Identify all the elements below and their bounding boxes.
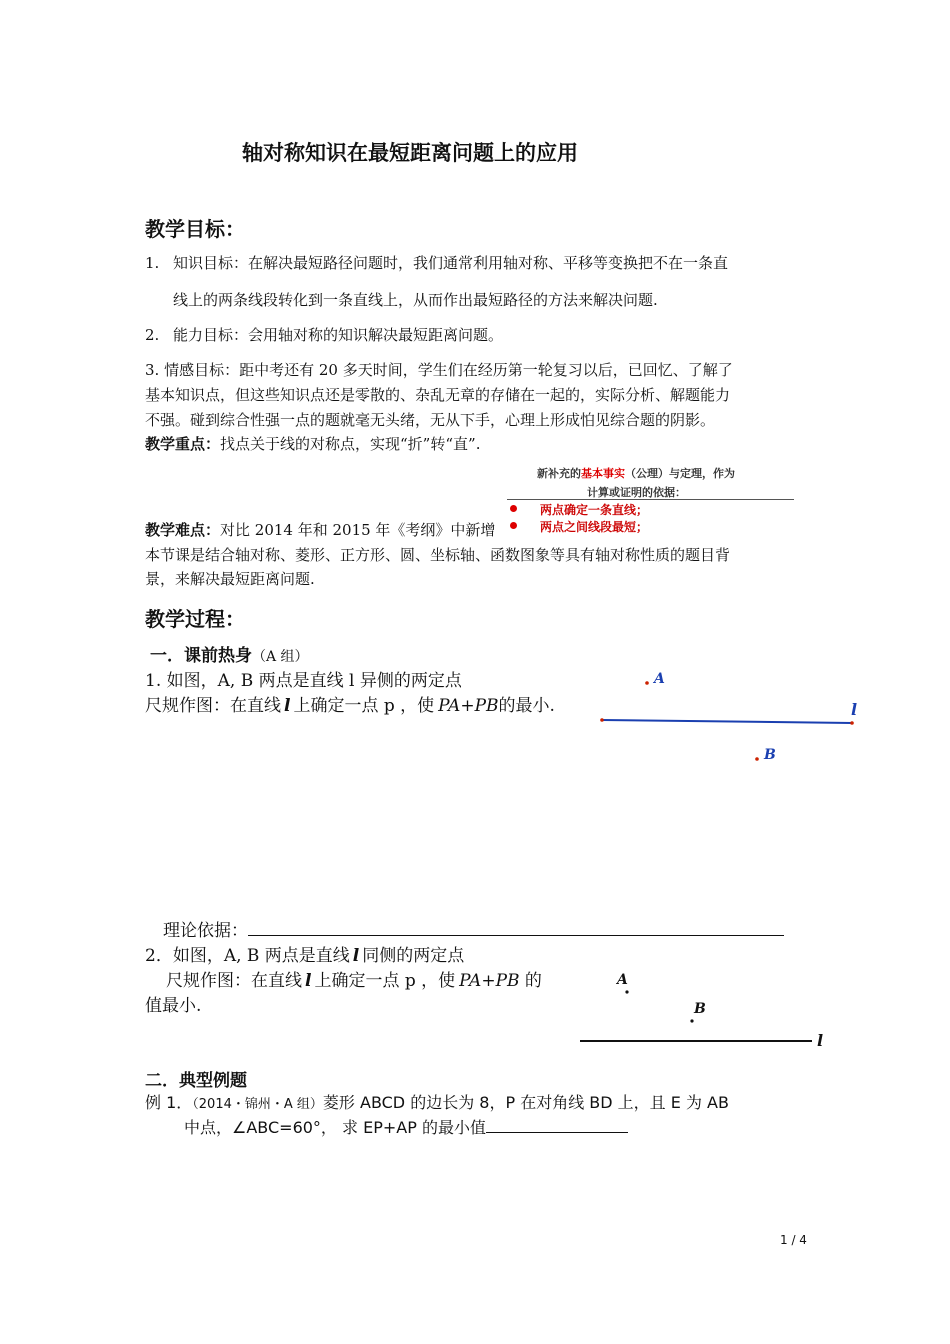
goals-heading: 教学目标： xyxy=(145,217,245,241)
q2-line2-l: l xyxy=(305,971,312,991)
question2-line3: 值最小. xyxy=(145,996,202,1016)
inset-line1-post: （公理）与定理，作为 xyxy=(625,467,735,480)
figure-1 xyxy=(595,665,865,775)
page-number: 1 / 4 xyxy=(780,1233,807,1247)
q2-post: 同侧的两定点 xyxy=(362,946,465,966)
question1-line2 xyxy=(145,691,555,716)
difficulty-line2: 本节课是结合轴对称、菱形、正方形、圆、坐标轴、函数图象等具有轴对称性质的题目背 xyxy=(145,546,731,564)
point-b xyxy=(690,1019,693,1022)
difficulty-text1: 对比 2014 年和 2015 年《考纲》中新增 xyxy=(220,521,496,539)
goal-item-1-line2: 线上的两条线段转化到一条直线上，从而作出最短路径的方法来解决问题. xyxy=(173,291,658,309)
theory-blank[interactable] xyxy=(248,921,784,936)
q2-line2-mid: 上确定一点 p ，使 xyxy=(314,971,456,991)
q2-line2-post: 的 xyxy=(519,971,542,991)
q2-line-l: l xyxy=(352,946,360,966)
example1-source: （2014・锦州・A 组） xyxy=(192,1097,323,1112)
section1-title-text: 一．课前热身 xyxy=(150,646,252,666)
goal-item-1-num: 1. xyxy=(145,254,160,272)
figure2-label-l: l xyxy=(817,1031,824,1050)
key-point-label: 教学重点： xyxy=(145,435,221,453)
figure2-label-b: B xyxy=(694,1001,706,1017)
example1-text: 菱形 ABCD 的边长为 8，P 在对角线 BD 上，且 E 为 AB xyxy=(322,1093,729,1112)
figure1-label-b: B xyxy=(764,747,776,763)
figure2-label-a: A xyxy=(617,972,628,988)
inset-line1 xyxy=(537,465,735,481)
section1-group: （A 组） xyxy=(252,649,309,665)
difficulty-label: 教学难点： xyxy=(145,521,221,539)
q1-expr: PA+PB xyxy=(438,696,499,716)
q2-expr: PA+PB xyxy=(459,971,520,991)
example1-line2 xyxy=(184,1115,628,1138)
basic-facts-inset xyxy=(507,460,797,540)
bullet-dot-icon xyxy=(510,505,517,512)
key-point xyxy=(145,432,480,457)
q2-line2-pre: 尺规作图：在直线 xyxy=(166,971,302,991)
line-endpoint xyxy=(600,718,604,722)
section1-title xyxy=(150,641,309,666)
goal-item-1-line1: 知识目标：在解决最短路径问题时，我们通常利用轴对称、平移等变换把不在一条直 xyxy=(173,254,729,272)
goal-item-3-line1: 3. 情感目标：距中考还有 20 多天时间，学生们在经历第一轮复习以后，已回忆、了解了 xyxy=(145,361,733,379)
figure1-label-l: l xyxy=(851,700,858,719)
figure1-label-a: A xyxy=(654,671,665,687)
inset-line1-pre: 新补充的 xyxy=(537,467,581,480)
theory-label: 理论依据： xyxy=(163,921,248,941)
key-point-text: 找点关于线的对称点，实现“折”转“直”. xyxy=(220,435,481,453)
q1-post: 的最小. xyxy=(498,696,555,716)
inset-line2: 计算或证明的依据： xyxy=(587,486,686,499)
page-title: 轴对称知识在最短距离问题上的应用 xyxy=(242,141,578,165)
inset-line1-red: 基本事实 xyxy=(581,467,625,480)
goal-item-1 xyxy=(145,251,728,276)
goal-item-2-num: 2. xyxy=(145,326,160,344)
goal-item-3-line3: 不强。碰到综合性强一点的题就毫无头绪，无从下手，心理上形成怕见综合题的阴影。 xyxy=(145,411,716,429)
process-heading: 教学过程： xyxy=(145,607,245,631)
line-l xyxy=(602,720,852,723)
examples-heading: 二．典型例题 xyxy=(145,1071,247,1091)
goal-item-2 xyxy=(145,323,503,348)
inset-bullet-1: 两点确定一条直线； xyxy=(540,503,649,517)
difficulty xyxy=(145,518,495,543)
inset-bullet-2: 两点之间线段最短； xyxy=(540,520,649,534)
q1-pre: 尺规作图：在直线 xyxy=(145,696,281,716)
goal-item-2-text: 能力目标：会用轴对称的知识解决最短距离问题。 xyxy=(173,326,504,344)
q1-mid: 上确定一点 p ，使 xyxy=(293,696,435,716)
question1-line1: 1. 如图，A, B 两点是直线 l 异侧的两定点 xyxy=(145,671,462,691)
example1-num: 例 1． xyxy=(145,1093,193,1112)
example1-answer-blank[interactable] xyxy=(486,1118,628,1133)
inset-divider xyxy=(507,499,794,500)
bullet-dot-icon xyxy=(510,522,517,529)
goal-item-3-line2: 基本知识点，但这些知识点还是零散的、杂乱无章的存储在一起的，实际分析、解题能力 xyxy=(145,386,731,404)
point-a xyxy=(625,990,628,993)
theory-basis xyxy=(163,916,784,941)
q2-pre: 2．如图，A, B 两点是直线 xyxy=(145,946,350,966)
line-endpoint xyxy=(850,721,854,725)
example1-text2: 中点，∠ABC=60°， 求 EP+AP 的最小值 xyxy=(184,1118,486,1137)
question2-line1 xyxy=(145,941,464,966)
point-a xyxy=(645,681,649,685)
point-b xyxy=(755,757,759,761)
example1-line1 xyxy=(145,1090,729,1113)
difficulty-line3: 景，来解决最短距离问题. xyxy=(145,570,315,588)
question2-line2 xyxy=(166,966,542,991)
q1-line-l: l xyxy=(284,696,291,716)
